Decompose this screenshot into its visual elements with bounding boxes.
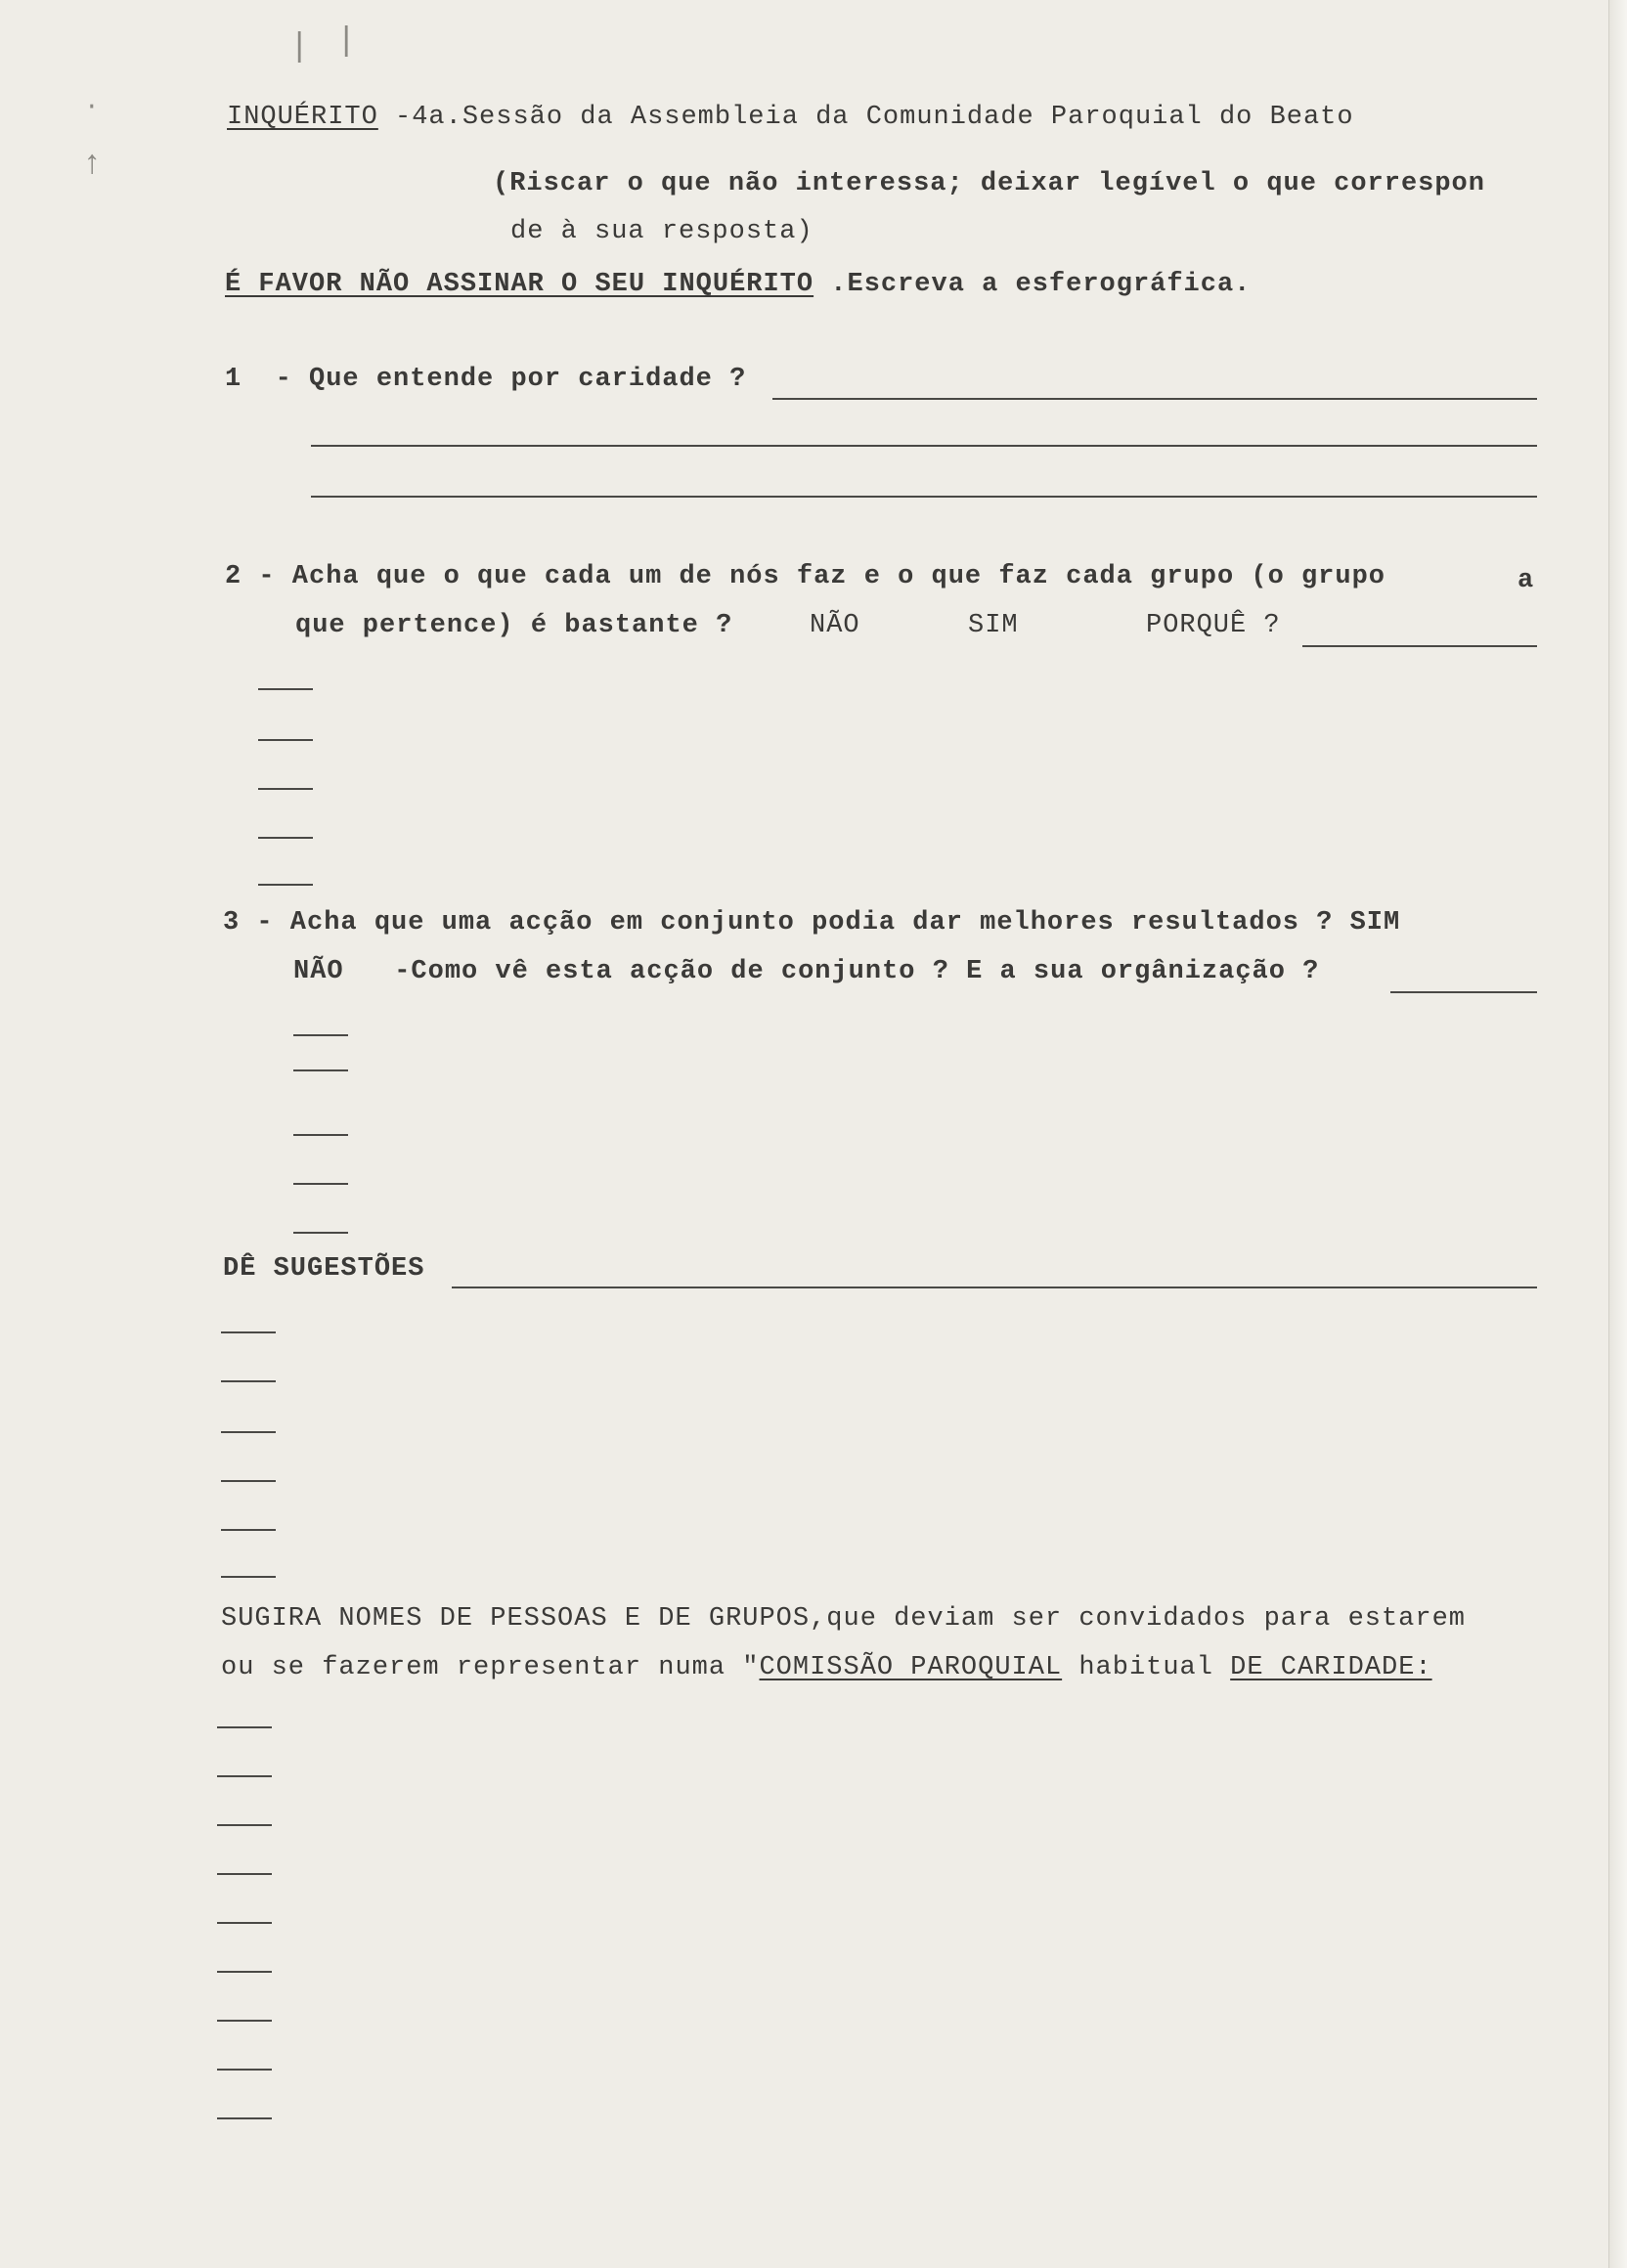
answer-line[interactable]	[1390, 991, 1537, 993]
answer-dash[interactable]	[293, 1183, 348, 1185]
answer-line[interactable]	[311, 496, 1537, 498]
option-why: PORQUÊ ?	[1146, 611, 1281, 640]
answer-dash[interactable]	[217, 1824, 272, 1826]
answer-dash[interactable]	[293, 1034, 348, 1036]
instruction-line-1: (Riscar o que não interessa; deixar legível o que correspon	[493, 169, 1485, 198]
answer-dash[interactable]	[221, 1576, 276, 1578]
question-3-line-1: 3 - Acha que uma acção em conjunto podia dar melhores resultados ? SIM	[223, 908, 1401, 938]
paper-mark: |	[336, 23, 357, 61]
names-line-2: ou se fazerem representar numa "COMISSÃO PAROQUIAL habitual DE CARIDADE:	[221, 1653, 1432, 1682]
names-line-1: SUGIRA NOMES DE PESSOAS E DE GRUPOS,que deviam ser convidados para estarem	[221, 1604, 1466, 1634]
answer-dash[interactable]	[293, 1069, 348, 1071]
answer-dash[interactable]	[293, 1134, 348, 1136]
paper-mark: |	[289, 29, 310, 66]
answer-line[interactable]	[311, 445, 1537, 447]
answer-dash[interactable]	[217, 1922, 272, 1924]
answer-dash[interactable]	[258, 788, 313, 790]
question-2-line-1-end: a	[1517, 566, 1535, 595]
answer-line[interactable]	[1302, 645, 1537, 647]
answer-dash[interactable]	[221, 1380, 276, 1382]
answer-dash[interactable]	[258, 739, 313, 741]
answer-dash[interactable]	[258, 837, 313, 839]
answer-dash[interactable]	[221, 1331, 276, 1333]
answer-dash[interactable]	[221, 1431, 276, 1433]
suggestions-label: DÊ SUGESTÕES	[223, 1254, 425, 1284]
title: INQUÉRITO -4a.Sessão da Assembleia da Comunidade Paroquial do Beato	[227, 103, 1354, 132]
answer-line[interactable]	[452, 1287, 1537, 1288]
notice: É FAVOR NÃO ASSINAR O SEU INQUÉRITO .Escreva a esferográfica.	[225, 270, 1252, 299]
answer-dash[interactable]	[221, 1529, 276, 1531]
option-no[interactable]: NÃO	[810, 611, 860, 640]
answer-dash[interactable]	[217, 1971, 272, 1973]
question-2-line-2: que pertence) é bastante ?	[295, 611, 733, 640]
answer-dash[interactable]	[217, 2117, 272, 2119]
answer-dash[interactable]	[293, 1232, 348, 1234]
answer-dash[interactable]	[217, 2069, 272, 2071]
question-2-line-1: 2 - Acha que o que cada um de nós faz e o que faz cada grupo (o grupo	[225, 562, 1385, 591]
question-1: 1 - Que entende por caridade ?	[225, 365, 747, 394]
question-3-line-2: NÃO -Como vê esta acção de conjunto ? E a sua orgânização ?	[293, 957, 1320, 986]
paper-edge	[1608, 0, 1627, 2268]
option-yes[interactable]: SIM	[968, 611, 1019, 640]
answer-line[interactable]	[772, 398, 1537, 400]
instruction-line-2: de à sua resposta)	[510, 217, 814, 246]
answer-dash[interactable]	[258, 688, 313, 690]
paper-mark: ·	[84, 92, 100, 121]
answer-dash[interactable]	[258, 884, 313, 886]
answer-dash[interactable]	[217, 2020, 272, 2022]
paper-mark: ↑	[82, 147, 103, 184]
answer-dash[interactable]	[217, 1775, 272, 1777]
answer-dash[interactable]	[217, 1873, 272, 1875]
answer-dash[interactable]	[217, 1726, 272, 1728]
answer-dash[interactable]	[221, 1480, 276, 1482]
